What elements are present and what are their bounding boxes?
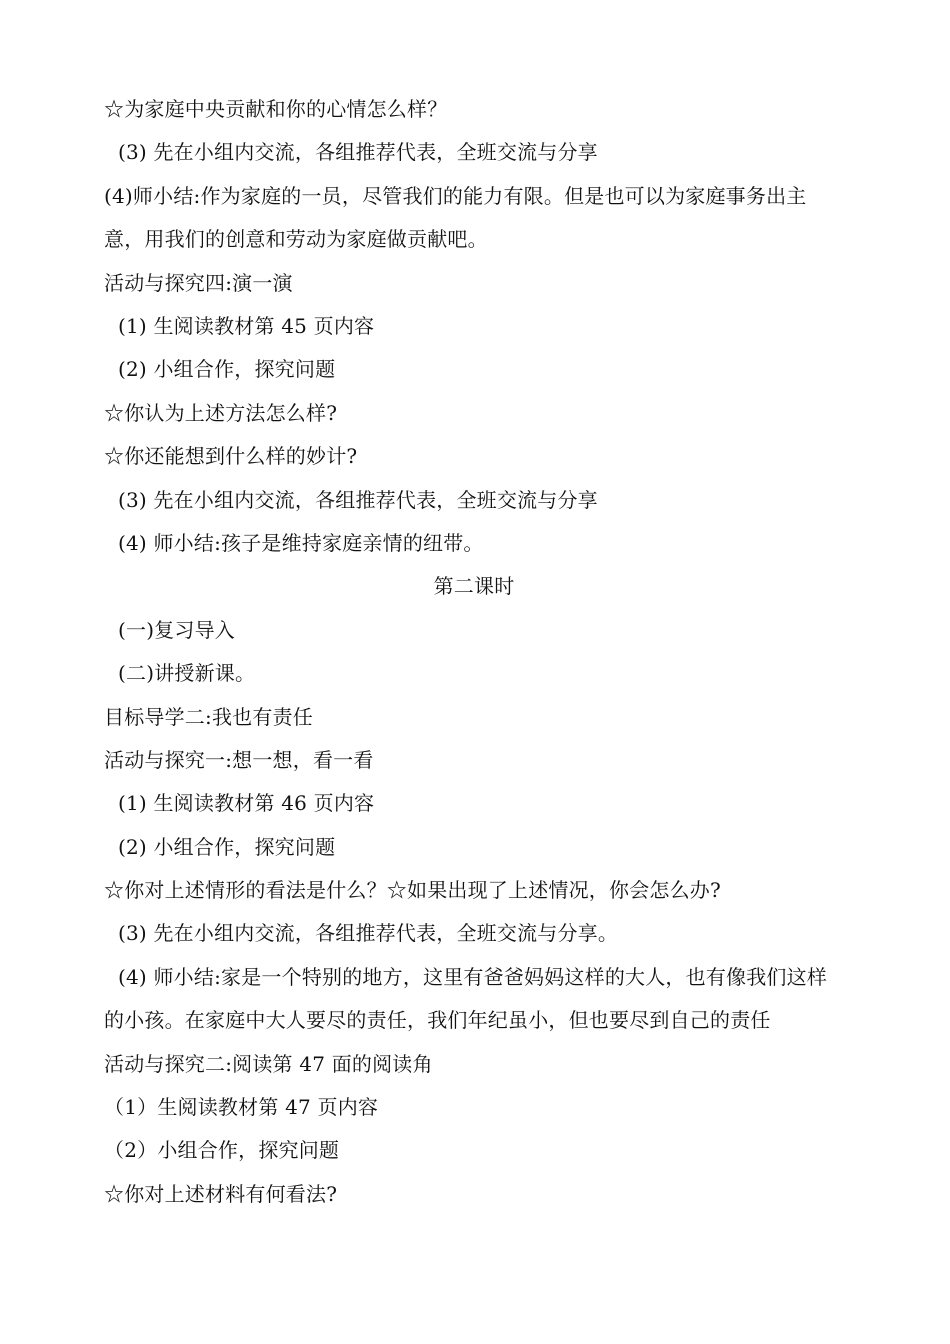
lesson-title: 第二课时: [433, 574, 515, 599]
text-line: (二)讲授新课。: [118, 661, 256, 686]
text-line: (一)复习导入: [118, 617, 236, 642]
text-line: (1) 生阅读教材第 45 页内容: [118, 313, 375, 338]
text-paragraph: (4)师小结:作为家庭的一员，尽管我们的能力有限。但是也可以为家庭事务出主意，用我们的创意和劳动为家庭做贡献吧。: [104, 183, 807, 252]
section-heading: 活动与探究四:演一演: [104, 270, 293, 295]
text-line: ☆你对上述情形的看法是什么？☆如果出现了上述情况，你会怎么办?: [104, 878, 721, 903]
text-line: (3) 先在小组内交流，各组推荐代表，全班交流与分享: [118, 487, 598, 512]
text-line: (3) 先在小组内交流，各组推荐代表，全班交流与分享。: [118, 921, 619, 946]
document-body: [104, 88, 844, 1216]
text-line: （1）生阅读教材第 47 页内容: [104, 1095, 379, 1120]
section-heading: 活动与探究二:阅读第 47 面的阅读角: [104, 1051, 433, 1076]
text-line: ☆为家庭中央贡献和你的心情怎么样？: [104, 97, 448, 121]
text-line: (3) 先在小组内交流，各组推荐代表，全班交流与分享: [118, 140, 598, 165]
text-line: (2) 小组合作，探究问题: [118, 357, 336, 382]
text-line: ☆你认为上述方法怎么样?: [104, 400, 338, 425]
text-line: （2）小组合作，探究问题: [104, 1138, 340, 1163]
text-line: (4) 师小结:孩子是维持家庭亲情的纽带。: [118, 530, 484, 555]
text-line: ☆你还能想到什么样的妙计?: [104, 444, 358, 469]
text-line: (1) 生阅读教材第 46 页内容: [118, 791, 375, 816]
text-line: ☆你对上述材料有何看法?: [104, 1181, 338, 1206]
section-heading: 目标导学二:我也有责任: [104, 704, 313, 729]
text-paragraph: (4) 师小结:家是一个特别的地方，这里有爸爸妈妈这样的大人，也有像我们这样的小孩。在家庭中大人要尽的责任，我们年纪虽小，但也要尽到自己的责任: [104, 964, 828, 1033]
text-line: (2) 小组合作，探究问题: [118, 834, 336, 859]
section-heading: 活动与探究一:想一想，看一看: [104, 747, 374, 772]
